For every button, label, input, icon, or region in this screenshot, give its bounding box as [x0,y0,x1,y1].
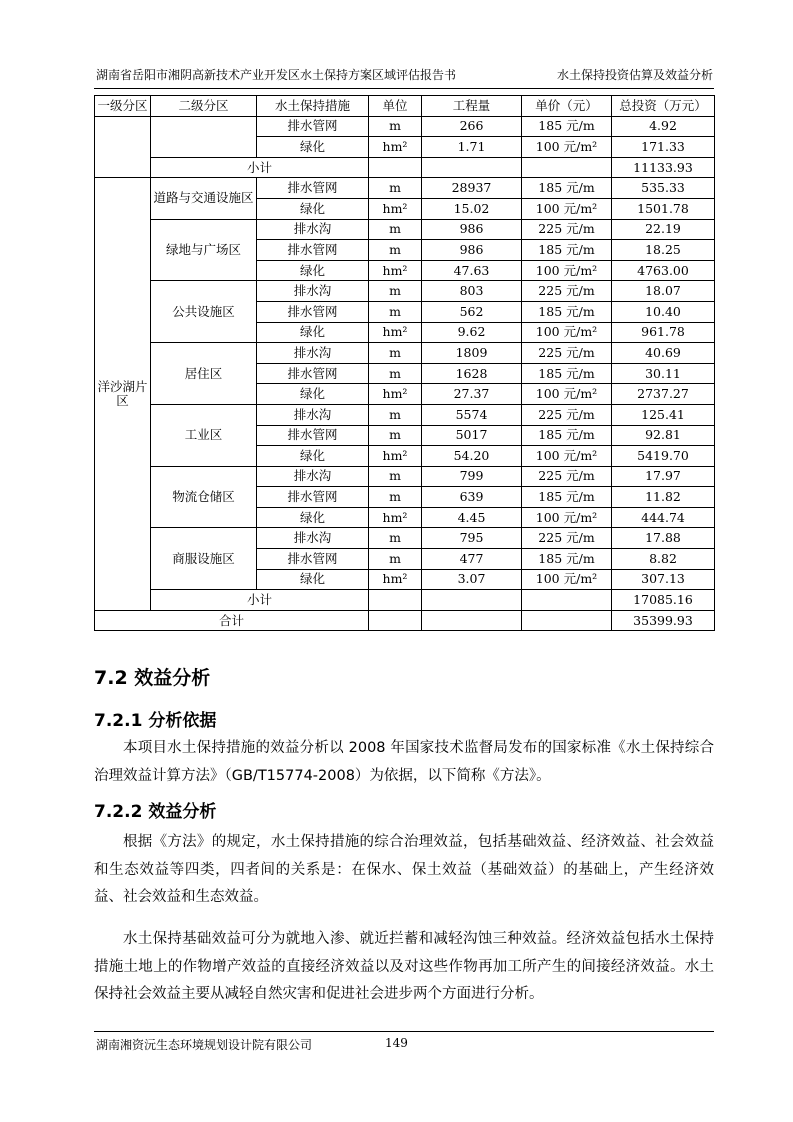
table-cell [422,157,522,178]
table-cell: 绿化 [257,198,369,219]
table-row [95,157,715,178]
col-header: 工程量 [422,96,522,117]
table-cell: 9.62 [422,322,522,343]
table-cell: 排水管网 [257,363,369,384]
table-cell: 54.20 [422,446,522,467]
table-cell: m [369,240,422,261]
paragraph-benefit-types: 根据《方法》的规定，水土保持措施的综合治理效益，包括基础效益、经济效益、社会效益和生态效益等四类，四者间的关系是：在保水、保土效益（基础效益）的基础上，产生经济效益、社会效益和生态效益。 [94,834,714,905]
table-cell: m [369,404,422,425]
table-cell: 排水沟 [257,404,369,425]
table-cell: 绿化 [257,507,369,528]
col-header: 总投资（万元） [612,96,715,117]
table-cell: 8.82 [612,549,715,570]
paragraph-basis: 本项目水土保持措施的效益分析以 2008 年国家技术监督局发布的国家标准《水土保持综合治理效益计算方法》（GB/T15774-2008）为依据，以下简称《方法》。 [94,740,714,784]
table-cell: 排水管网 [257,549,369,570]
col-header: 单价（元） [522,96,612,117]
grand-total-value: 35399.93 [612,610,715,631]
table-cell: m [369,116,422,137]
table-cell [522,590,612,611]
table-cell [522,610,612,631]
table-cell: 排水沟 [257,466,369,487]
header-chapter: 水土保持投资估算及效益分析 [556,68,713,82]
subsection-heading-analysis: 7.2.2 效益分析 [94,802,217,822]
table-cell: 100 元/m² [522,507,612,528]
table-cell: 225 元/m [522,404,612,425]
table-cell: 986 [422,240,522,261]
table-cell: 排水沟 [257,281,369,302]
table-cell: 225 元/m [522,281,612,302]
table-header-row [95,96,715,117]
table-cell: 18.25 [612,240,715,261]
header-divider [94,88,714,89]
table-cell: 排水沟 [257,219,369,240]
table-cell: 排水管网 [257,240,369,261]
table-cell: m [369,549,422,570]
table-cell: m [369,301,422,322]
table-row [95,610,715,631]
table-cell: 22.19 [612,219,715,240]
table-cell: 225 元/m [522,528,612,549]
col-header: 二级分区 [151,96,257,117]
table-cell: 4.92 [612,116,715,137]
table-cell: 986 [422,219,522,240]
table-cell: 5574 [422,404,522,425]
table-cell: 绿化 [257,322,369,343]
level2-zone-cell: 道路与交通设施区 [151,178,257,219]
level1-zone-cell: 洋沙湖片区 [95,178,151,610]
table-cell: 307.13 [612,569,715,590]
table-cell: hm² [369,198,422,219]
col-header: 单位 [369,96,422,117]
table-cell: 15.02 [422,198,522,219]
table-cell: 18.07 [612,281,715,302]
table-cell: 1809 [422,343,522,364]
table-cell: 5017 [422,425,522,446]
table-cell: 100 元/m² [522,198,612,219]
table-cell: 17.88 [612,528,715,549]
table-cell: 绿化 [257,446,369,467]
table-cell: 92.81 [612,425,715,446]
header-title: 湖南省岳阳市湘阴高新技术产业开发区水土保持方案区域评估报告书 [96,68,457,82]
subsection-heading-basis: 7.2.1 分析依据 [94,711,217,731]
level1-zone-cell [95,116,151,178]
table-cell: 100 元/m² [522,137,612,158]
table-cell: 绿化 [257,137,369,158]
table-row [95,528,715,549]
table-cell: 4763.00 [612,260,715,281]
table-cell: 5419.70 [612,446,715,467]
page-number: 149 [385,1036,408,1050]
table-cell: 4.45 [422,507,522,528]
table-cell: 10.40 [612,301,715,322]
table-cell [522,157,612,178]
table-cell: m [369,528,422,549]
grand-total-label: 合计 [95,610,369,631]
table-cell: 排水管网 [257,425,369,446]
table-cell: 185 元/m [522,178,612,199]
table-cell: m [369,178,422,199]
table-cell: 961.78 [612,322,715,343]
table-cell: m [369,219,422,240]
table-cell: 1501.78 [612,198,715,219]
table-cell: 185 元/m [522,116,612,137]
table-row [95,590,715,611]
table-cell: 28937 [422,178,522,199]
table-cell: 125.41 [612,404,715,425]
table-cell [422,610,522,631]
table-cell [369,157,422,178]
table-cell: 185 元/m [522,240,612,261]
table-cell: 排水管网 [257,178,369,199]
table-cell: 225 元/m [522,219,612,240]
table-cell: 185 元/m [522,363,612,384]
table-cell: 795 [422,528,522,549]
table-cell: 27.37 [422,384,522,405]
table-cell: 171.33 [612,137,715,158]
table-cell: hm² [369,384,422,405]
table-cell: 639 [422,487,522,508]
footer-company: 湖南湘资沅生态环境规划设计院有限公司 [96,1038,313,1052]
table-row [95,281,715,302]
table-cell: 225 元/m [522,466,612,487]
table-cell: m [369,281,422,302]
table-cell: 185 元/m [522,549,612,570]
table-cell: 185 元/m [522,425,612,446]
table-cell: 17.97 [612,466,715,487]
table-cell: 绿化 [257,569,369,590]
table-cell: 1628 [422,363,522,384]
table-cell: hm² [369,260,422,281]
table-cell: 47.63 [422,260,522,281]
table-cell: 100 元/m² [522,260,612,281]
table-cell: 排水沟 [257,343,369,364]
table-cell: 11.82 [612,487,715,508]
paragraph-benefit-details: 水土保持基础效益可分为就地入渗、就近拦蓄和减轻沟蚀三种效益。经济效益包括水土保持措施土地上的作物增产效益的直接经济效益以及对这些作物再加工所产生的间接经济效益。水土保持社会效益主要从减轻自然灾害和促进社会进步两个方面进行分析。 [94,931,714,1002]
table-cell: 排水管网 [257,116,369,137]
table-cell: 444.74 [612,507,715,528]
table-cell: hm² [369,569,422,590]
table-row [95,178,715,199]
table-cell: 225 元/m [522,343,612,364]
investment-table [94,95,715,631]
level2-zone-cell: 绿地与广场区 [151,219,257,281]
col-header: 水土保持措施 [257,96,369,117]
table-cell: 100 元/m² [522,569,612,590]
level2-zone-cell: 商服设施区 [151,528,257,590]
table-cell: hm² [369,507,422,528]
table-cell: 535.33 [612,178,715,199]
table-cell [422,590,522,611]
table-cell: 562 [422,301,522,322]
table-cell: 2737.27 [612,384,715,405]
col-header: 一级分区 [95,96,151,117]
level2-zone-cell: 公共设施区 [151,281,257,343]
table-cell: m [369,487,422,508]
level2-zone-cell [151,116,257,157]
table-cell: m [369,425,422,446]
level2-zone-cell: 居住区 [151,343,257,405]
table-cell: 803 [422,281,522,302]
table-cell: hm² [369,137,422,158]
table-cell: 477 [422,549,522,570]
table-cell: 绿化 [257,260,369,281]
table-cell: 30.11 [612,363,715,384]
table-cell [369,610,422,631]
subtotal-label: 小计 [151,590,369,611]
table-row [95,404,715,425]
table-cell: 799 [422,466,522,487]
table-row [95,116,715,137]
table-cell: 185 元/m [522,487,612,508]
table-cell: m [369,466,422,487]
table-cell: 100 元/m² [522,384,612,405]
footer-divider [94,1031,714,1032]
table-cell: 排水沟 [257,528,369,549]
table-cell: 3.07 [422,569,522,590]
table-row [95,466,715,487]
table-cell: 40.69 [612,343,715,364]
table-cell: 100 元/m² [522,446,612,467]
table-cell: 1.71 [422,137,522,158]
table-cell: 100 元/m² [522,322,612,343]
table-cell: 185 元/m [522,301,612,322]
table-cell: m [369,363,422,384]
table-cell: 排水管网 [257,301,369,322]
subtotal-value: 17085.16 [612,590,715,611]
table-cell: 绿化 [257,384,369,405]
table-row [95,219,715,240]
table-cell: 排水管网 [257,487,369,508]
subtotal-label: 小计 [151,157,369,178]
table-cell: hm² [369,446,422,467]
level2-zone-cell: 物流仓储区 [151,466,257,528]
table-row [95,343,715,364]
table-cell: m [369,343,422,364]
table-cell: hm² [369,322,422,343]
table-cell: 266 [422,116,522,137]
subtotal-value: 11133.93 [612,157,715,178]
section-heading: 7.2 效益分析 [94,667,211,689]
table-cell [369,590,422,611]
level2-zone-cell: 工业区 [151,404,257,466]
